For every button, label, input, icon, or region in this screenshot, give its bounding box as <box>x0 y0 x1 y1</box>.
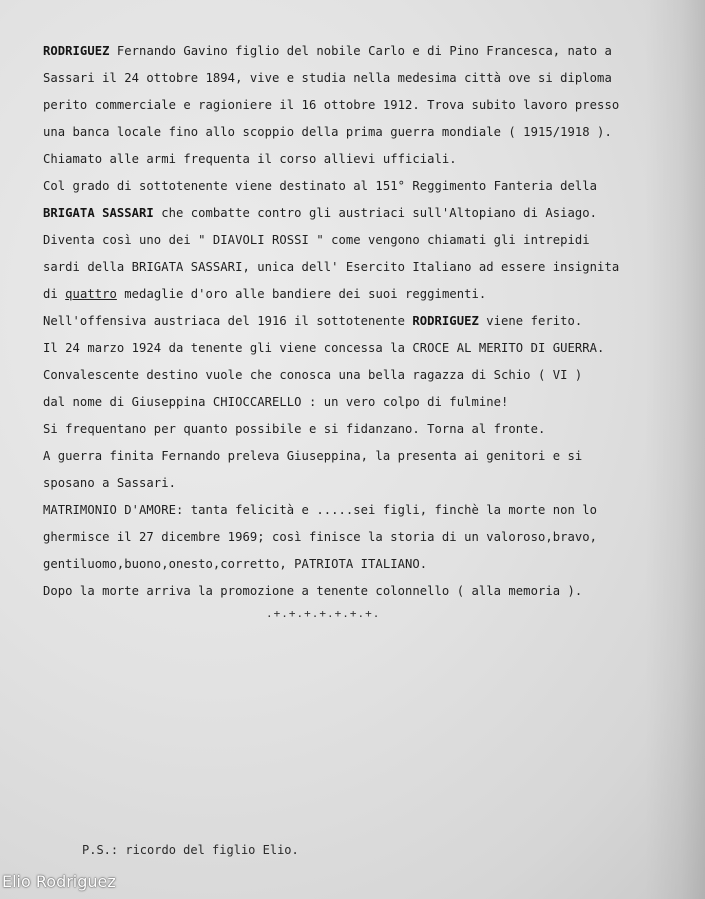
text-line-17: sposano a Sassari. <box>43 476 176 490</box>
text-line-7: BRIGATA SASSARI che combatte contro gli austriaci sull'Altopiano di Asiago. <box>43 206 598 220</box>
text-line-4: una banca locale fino allo scoppio della prima guerra mondiale ( 1915/1918 ). <box>43 125 612 139</box>
separator-ornament: .+.+.+.+.+.+.+. <box>266 607 381 620</box>
text-line-15: Si frequentano per quanto possibile e si fidanzano. Torna al fronte. <box>43 422 546 436</box>
text-line-11: Nell'offensiva austriaca del 1916 il sottotenente RODRIGUEZ viene ferito. <box>43 314 583 328</box>
text-line-13: Convalescente destino vuole che conosca una bella ragazza di Schio ( VI ) <box>43 368 583 382</box>
surname-bold-2: RODRIGUEZ <box>412 314 479 328</box>
text-line-14: dal nome di Giuseppina CHIOCCARELLO : un vero colpo di fulmine! <box>43 395 509 409</box>
text-line-19: ghermisce il 27 dicembre 1969; così finisce la storia di un valoroso,bravo, <box>43 530 598 544</box>
surname-bold: RODRIGUEZ <box>43 44 110 58</box>
text-line-21: Dopo la morte arriva la promozione a tenente colonnello ( alla memoria ). <box>43 584 583 598</box>
biography-text <box>43 38 683 605</box>
text-line-1: RODRIGUEZ Fernando Gavino figlio del nobile Carlo e di Pino Francesca, nato a <box>43 44 612 58</box>
text-line-16: A guerra finita Fernando preleva Giuseppina, la presenta ai genitori e si <box>43 449 583 463</box>
text-line-12: Il 24 marzo 1924 da tenente gli viene concessa la CROCE AL MERITO DI GUERRA. <box>43 341 605 355</box>
photographer-watermark: Elio Rodriguez <box>2 872 116 891</box>
text-line-5: Chiamato alle armi frequenta il corso allievi ufficiali. <box>43 152 457 166</box>
quattro-underlined: quattro <box>65 287 117 301</box>
brigade-bold: BRIGATA SASSARI <box>43 206 154 220</box>
text-line-2: Sassari il 24 ottobre 1894, vive e studia nella medesima città ove si diploma <box>43 71 612 85</box>
postscript: P.S.: ricordo del figlio Elio. <box>82 843 299 857</box>
text-line-6: Col grado di sottotenente viene destinato al 151° Reggimento Fanteria della <box>43 179 598 193</box>
text-line-9: sardi della BRIGATA SASSARI, unica dell' Esercito Italiano ad essere insignita <box>43 260 620 274</box>
text-line-18: MATRIMONIO D'AMORE: tanta felicità e .....sei figli, finchè la morte non lo <box>43 503 598 517</box>
text-line-10: di quattro medaglie d'oro alle bandiere dei suoi reggimenti. <box>43 287 487 301</box>
text-line-20: gentiluomo,buono,onesto,corretto, PATRIOTA ITALIANO. <box>43 557 428 571</box>
text-line-8: Diventa così uno dei " DIAVOLI ROSSI " come vengono chiamati gli intrepidi <box>43 233 590 247</box>
text-line-3: perito commerciale e ragioniere il 16 ottobre 1912. Trova subito lavoro presso <box>43 98 620 112</box>
